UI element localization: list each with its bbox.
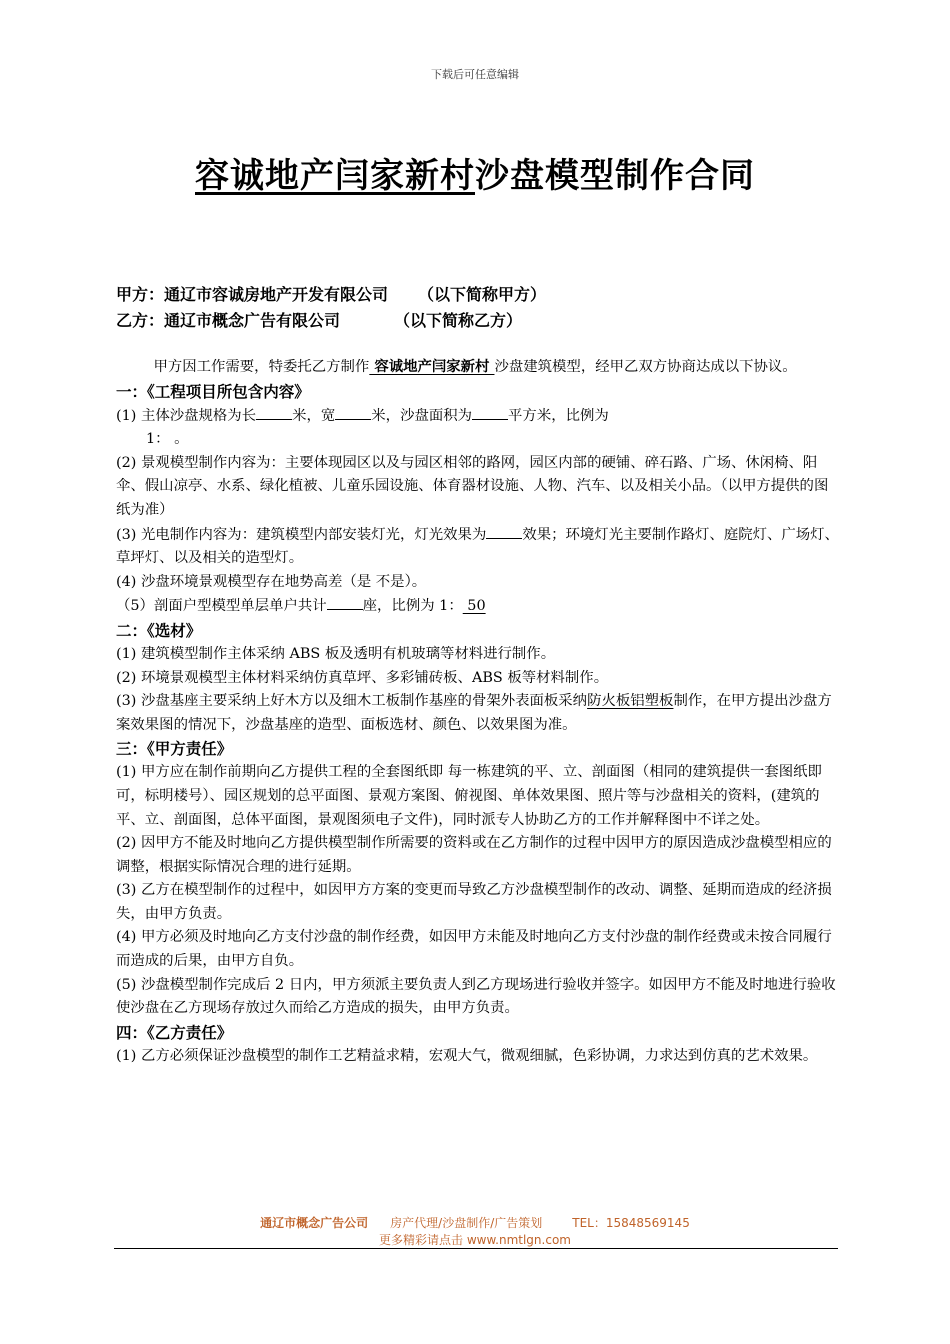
party-a-name: 甲方：通辽市容诚房地产开发有限公司	[116, 285, 389, 304]
blank-count	[327, 594, 363, 610]
s1-item-5-text: 座，比例为 1：	[362, 598, 463, 615]
s1-item-1	[116, 404, 840, 429]
s1-item-1-text: 米，宽	[292, 407, 336, 424]
section-1-heading: 一：《工程项目所包含内容》	[116, 382, 310, 401]
s1-item-5	[116, 594, 840, 619]
section-4-heading: 四：《乙方责任》	[116, 1023, 233, 1042]
s3-item-5: (5) 沙盘模型制作完成后 2 日内，甲方须派主要负责人到乙方现场进行验收并签字。如因甲方不能及时地进行验收使沙盘在乙方现场存放过久而给乙方造成的损失，由甲方负责。	[116, 976, 836, 1017]
intro-text-end: 沙盘建筑模型，经甲乙双方协商达成以下协议。	[494, 359, 797, 375]
footer-line-1	[0, 1215, 950, 1232]
s1-item-5-scale: 50	[462, 598, 486, 615]
s4-item-1: (1) 乙方必须保证沙盘模型的制作工艺精益求精，宏观大气，微观细腻，色彩协调，力求达到仿真的艺术效果。	[116, 1047, 818, 1064]
s2-item-1: (1) 建筑模型制作主体采纳 ABS 板及透明有机玻璃等材料进行制作。	[116, 645, 556, 662]
header-note: 下载后可任意编辑	[431, 68, 519, 81]
s1-item-1-text: (1) 主体沙盘规格为长	[116, 407, 257, 424]
party-b-abbr: （以下简称乙方）	[394, 311, 523, 330]
party-a-abbr: （以下简称甲方）	[418, 285, 547, 304]
s2-item-2: (2) 环境景观模型主体材料采纳仿真草坪、多彩铺砖板、ABS 板等材料制作。	[116, 669, 609, 686]
title-project-name: 容诚地产闫家新村	[195, 156, 475, 196]
intro-project: 容诚地产闫家新村	[369, 359, 495, 375]
party-a	[116, 282, 546, 305]
title-contract-name: 沙盘模型制作合同	[475, 156, 755, 196]
footer-tel: TEL：15848569145	[572, 1216, 690, 1230]
footer-company: 通辽市概念广告公司	[260, 1216, 369, 1230]
s1-item-3-text: 效果；环境灯光主要制作路灯、庭院灯、广场灯、草坪灯、以及相关的造型灯。	[116, 526, 839, 567]
s1-item-3	[116, 523, 840, 571]
intro-paragraph	[116, 356, 840, 380]
s1-item-1-text: 平方米，比例为	[508, 407, 609, 424]
s2-item-3-text: 制作，在甲方提出沙盘方案效果图的情况下，沙盘基座的造型、面板选材、颜色、以效果图为准。	[116, 693, 832, 733]
blank-area	[472, 404, 508, 420]
party-b	[116, 308, 522, 331]
intro-text: 甲方因工作需要，特委托乙方制作	[153, 359, 370, 375]
s2-item-3-material: 防火板铝塑板	[587, 693, 674, 710]
s2-item-3-text: (3) 沙盘基座主要采纳上好木方以及细木工板制作基座的骨架外表面板采纳	[116, 693, 588, 710]
page-footer	[0, 1215, 950, 1249]
s3-item-4: (4) 甲方必须及时地向乙方支付沙盘的制作经费，如因甲方未能及时地向乙方支付沙盘的制作经费或未按合同履行而造成的后果，由甲方自负。	[116, 929, 832, 970]
section-2-heading: 二：《选材》	[116, 621, 202, 640]
section-3-heading: 三：《甲方责任》	[116, 740, 233, 759]
s3-item-3: (3) 乙方在模型制作的过程中，如因甲方方案的变更而导致乙方沙盘模型制作的改动、调整、延期而造成的经济损失，由甲方负责。	[116, 882, 832, 922]
blank-length	[256, 404, 292, 420]
s1-item-2: (2) 景观模型制作内容为：主要体现园区以及与园区相邻的路网，园区内部的硬铺、碎石路、广场、休闲椅、阳伞、假山凉亭、水系、绿化植被、儿童乐园设施、体育器材设施、人物、汽车、以及相关小品。（以甲方提供的图纸为准）	[116, 454, 829, 518]
s3-item-2: (2) 因甲方不能及时地向乙方提供模型制作所需要的资料或在乙方制作的过程中因甲方的原因造成沙盘模型相应的调整，根据实际情况合理的进行延期。	[116, 835, 832, 875]
s1-item-1-text: 米，沙盘面积为	[371, 407, 473, 424]
s1-item-1-ratio: 1： 。	[146, 431, 189, 448]
s3-item-1: (1) 甲方应在制作前期向乙方提供工程的全套图纸即 每一栋建筑的平、立、剖面图（相同的建筑提供一套图纸即可，标明楼号）、园区规划的总平面图、景观方案图、俯视图、单体效果图、照片等与沙盘相关的资料，(建筑的平、立、剖面图，总体平面图，景观图须电子文件)，同时派专人协助乙方的工作并解释图中不详之处。	[116, 764, 822, 828]
blank-width	[335, 404, 371, 420]
s1-item-4: (4) 沙盘环境景观模型存在地势高差（是 不是）。	[116, 573, 427, 590]
s1-item-5-text: （5）剖面户型模型单层单户共计	[116, 598, 327, 615]
s2-item-3	[116, 690, 840, 737]
footer-more-link[interactable]: 更多精彩请点击 www.nmtlgn.com	[379, 1233, 571, 1247]
footer-services: 房产代理/沙盘制作/广告策划	[390, 1216, 543, 1230]
document-title	[0, 148, 950, 197]
contract-body	[116, 356, 840, 1068]
party-b-name: 乙方：通辽市概念广告有限公司	[116, 311, 341, 330]
footer-divider	[114, 1248, 838, 1249]
s1-item-3-text: (3) 光电制作内容为：建筑模型内部安装灯光，灯光效果为	[116, 526, 487, 543]
blank-light-effect	[486, 523, 522, 539]
